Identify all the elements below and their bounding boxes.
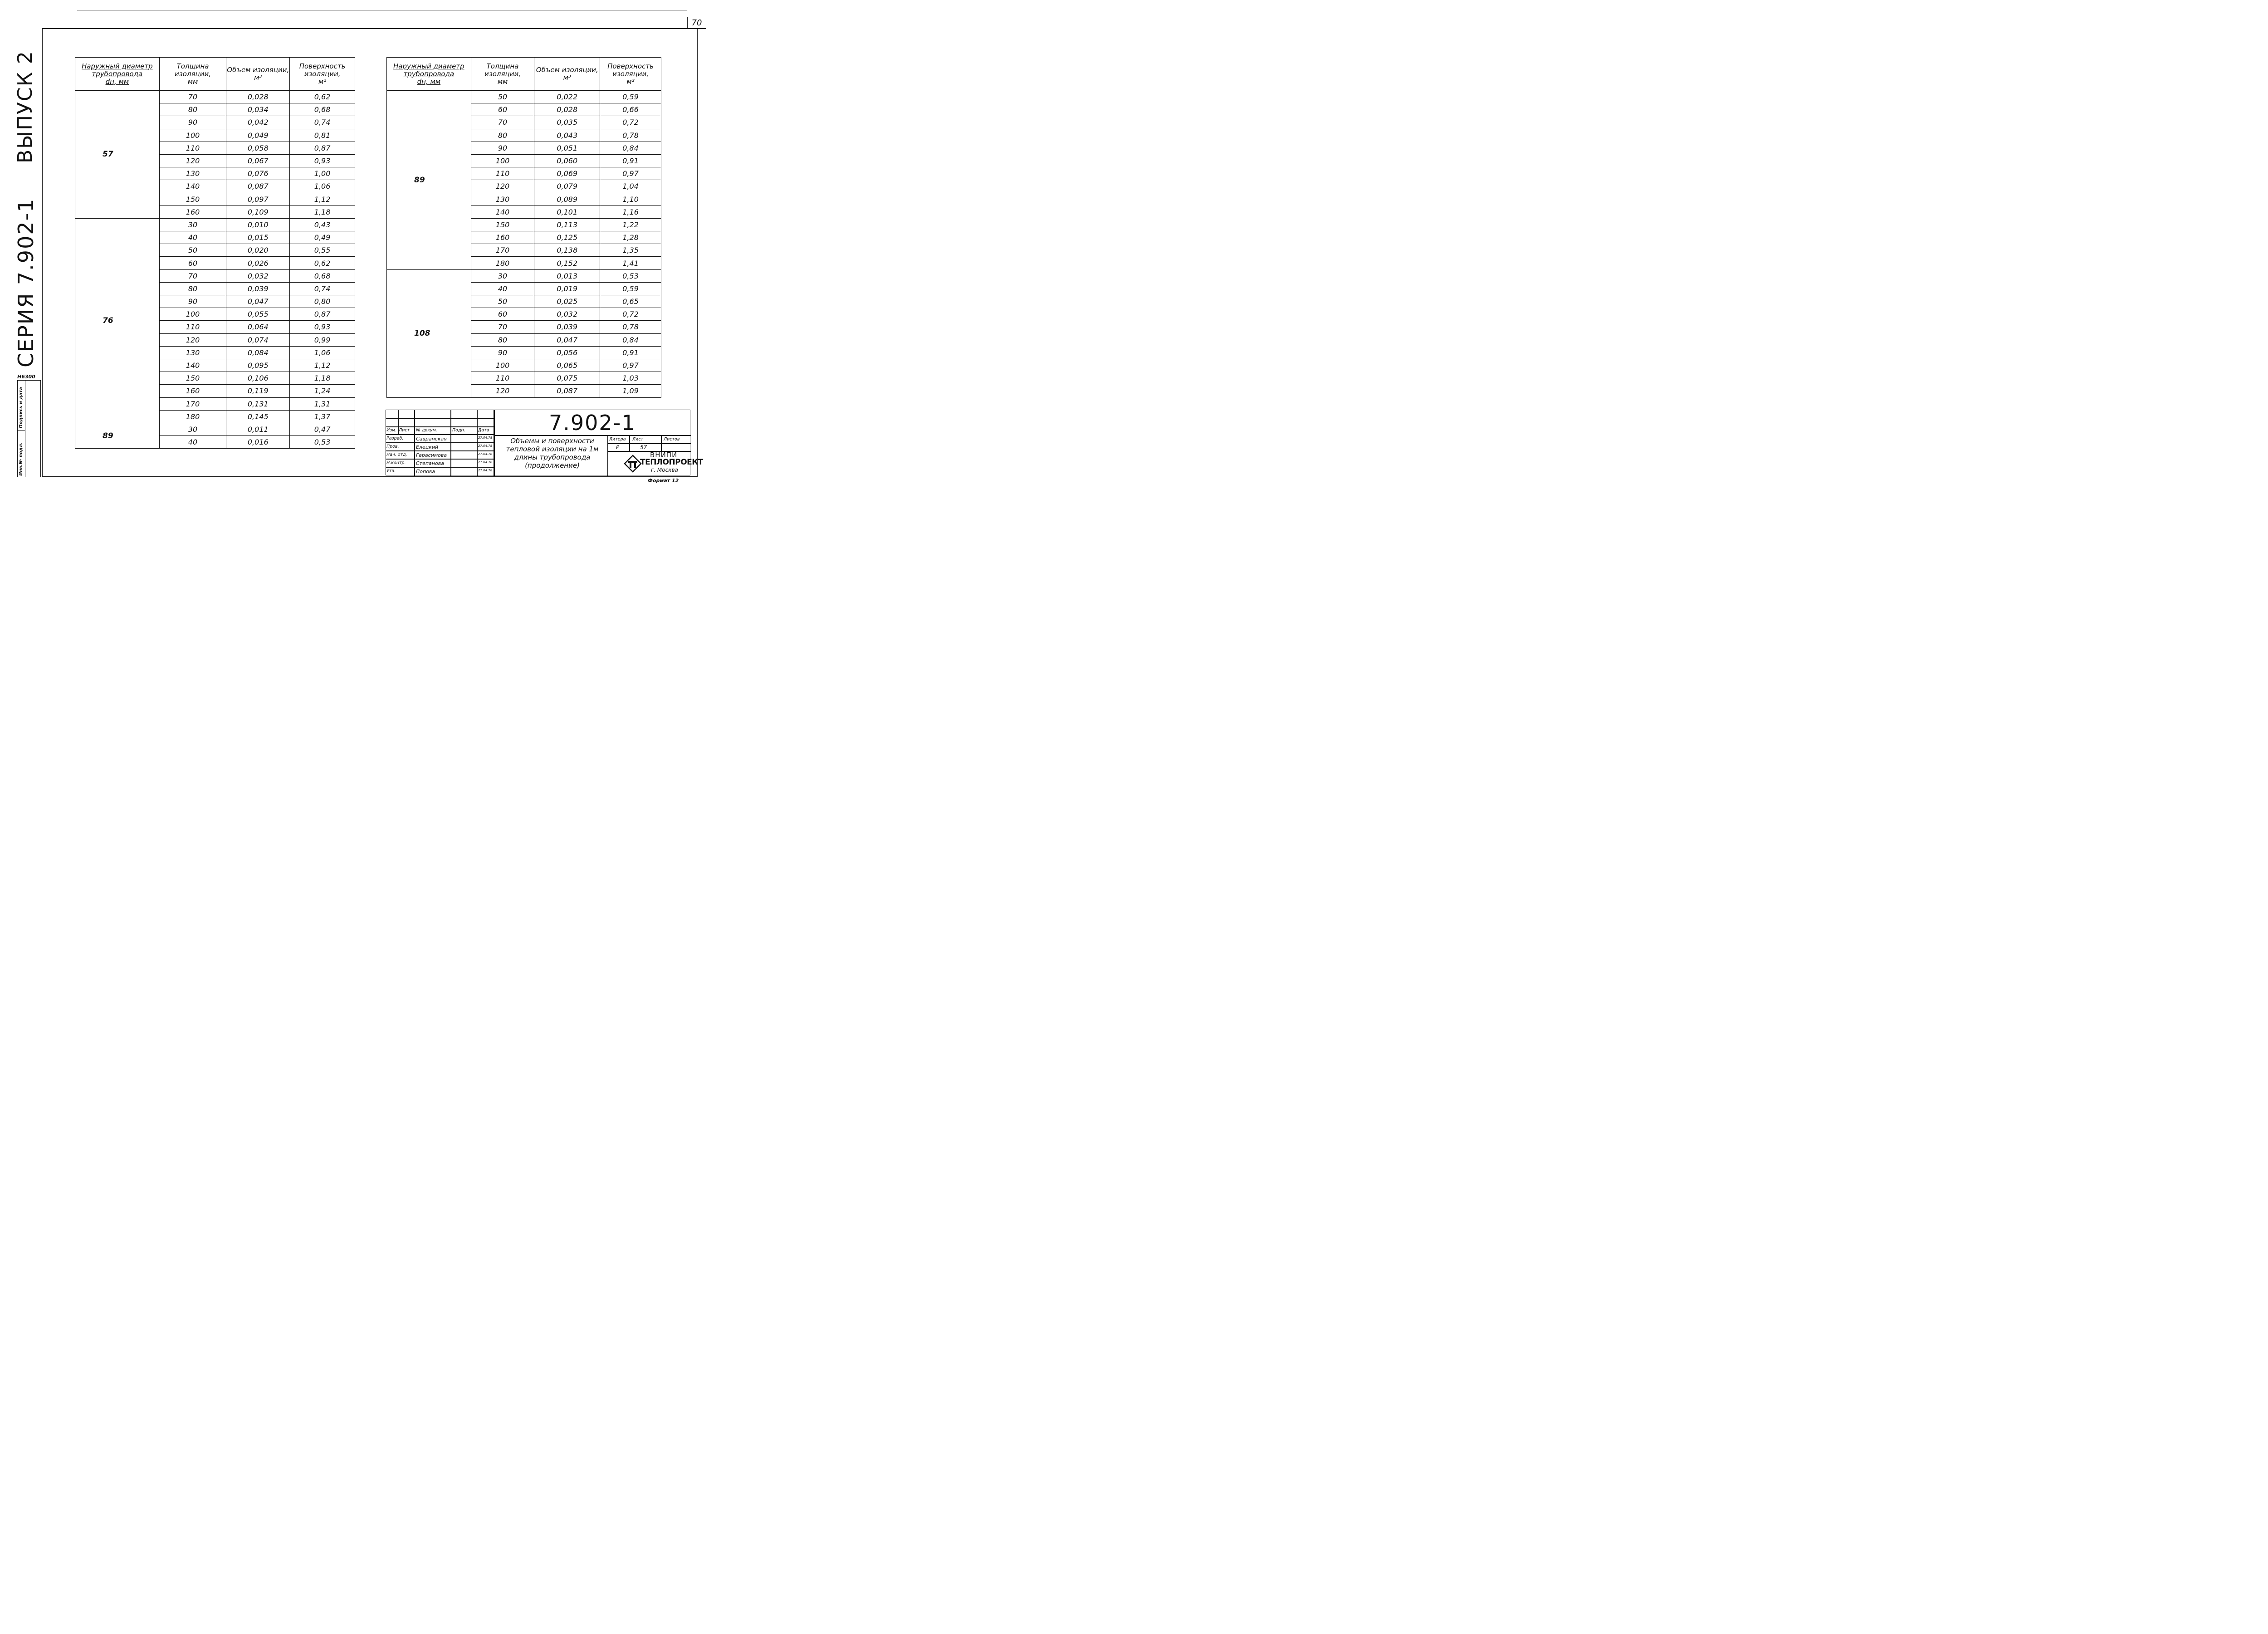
- thickness-cell: 120: [159, 333, 226, 346]
- thickness-cell: 90: [471, 142, 534, 154]
- thickness-cell: 160: [159, 205, 226, 218]
- thickness-cell: 170: [159, 397, 226, 410]
- surface-cell: 0,49: [290, 231, 355, 244]
- thickness-cell: 120: [471, 385, 534, 397]
- outer-diameter-cell: 76: [75, 218, 160, 423]
- col-header-volume: Объем изоляции, м³: [534, 58, 600, 91]
- col-header-thickness: Толщина изоляции, мм: [159, 58, 226, 91]
- volume-cell: 0,076: [226, 167, 290, 180]
- volume-cell: 0,032: [534, 308, 600, 321]
- volume-cell: 0,047: [534, 333, 600, 346]
- thickness-cell: 90: [159, 295, 226, 308]
- thickness-cell: 130: [471, 193, 534, 205]
- surface-cell: 0,87: [290, 142, 355, 154]
- issue-label: ВЫПУСК 2: [14, 50, 37, 163]
- volume-cell: 0,125: [534, 231, 600, 244]
- thickness-cell: 70: [471, 116, 534, 129]
- surface-cell: 0,74: [290, 282, 355, 295]
- thickness-cell: 120: [471, 180, 534, 193]
- thickness-cell: 30: [159, 423, 226, 435]
- surface-cell: 1,06: [290, 180, 355, 193]
- thickness-cell: 80: [159, 282, 226, 295]
- surface-cell: 1,00: [290, 167, 355, 180]
- surface-cell: 1,04: [600, 180, 661, 193]
- thickness-cell: 140: [159, 180, 226, 193]
- thickness-cell: 130: [159, 346, 226, 359]
- thickness-cell: 90: [159, 116, 226, 129]
- stamp-header-sheet: Лист: [399, 428, 410, 433]
- document-title: Объемы и поверхности тепловой изоляции на 1м длины трубопровода (продолжение): [506, 437, 599, 470]
- thickness-cell: 110: [159, 142, 226, 154]
- surface-cell: 0,53: [290, 436, 355, 449]
- thickness-cell: 50: [471, 295, 534, 308]
- table-row: [75, 218, 355, 231]
- col-header-volume: Объем изоляции, м³: [226, 58, 290, 91]
- volume-cell: 0,101: [534, 205, 600, 218]
- volume-cell: 0,064: [226, 321, 290, 333]
- volume-cell: 0,032: [226, 269, 290, 282]
- volume-cell: 0,039: [226, 282, 290, 295]
- document-designation: 7.902-1: [549, 411, 636, 435]
- outer-diameter-cell: 89: [75, 423, 160, 448]
- surface-cell: 1,24: [290, 385, 355, 397]
- thickness-cell: 60: [159, 257, 226, 269]
- surface-cell: 0,74: [290, 116, 355, 129]
- table-row: [387, 91, 661, 103]
- volume-cell: 0,087: [534, 385, 600, 397]
- volume-cell: 0,152: [534, 257, 600, 269]
- volume-cell: 0,145: [226, 410, 290, 423]
- volume-cell: 0,022: [534, 91, 600, 103]
- stamp-date: 27.04.78: [478, 452, 493, 456]
- thickness-cell: 80: [471, 129, 534, 142]
- volume-cell: 0,015: [226, 231, 290, 244]
- surface-cell: 0,81: [290, 129, 355, 142]
- thickness-cell: 50: [471, 91, 534, 103]
- thickness-cell: 70: [471, 321, 534, 333]
- stamp-date: 27.04.78: [478, 436, 493, 440]
- stamp-header-docnum: № докум.: [416, 428, 437, 433]
- stamp-sheet-label: Лист: [632, 437, 644, 442]
- thickness-cell: 50: [159, 244, 226, 257]
- thickness-cell: 120: [159, 154, 226, 167]
- surface-cell: 1,06: [290, 346, 355, 359]
- thickness-cell: 180: [159, 410, 226, 423]
- stamp-header-signature: Подп.: [452, 428, 465, 433]
- stamp-header-change: Изм.: [386, 428, 397, 433]
- surface-cell: 1,18: [290, 372, 355, 385]
- surface-cell: 0,62: [290, 257, 355, 269]
- stamp-header-date: Дата: [478, 428, 489, 433]
- surface-cell: 0,87: [290, 308, 355, 321]
- surface-cell: 0,84: [600, 142, 661, 154]
- volume-cell: 0,034: [226, 103, 290, 116]
- volume-cell: 0,097: [226, 193, 290, 205]
- surface-cell: 0,78: [600, 321, 661, 333]
- surface-cell: 0,72: [600, 116, 661, 129]
- volume-cell: 0,051: [534, 142, 600, 154]
- surface-cell: 1,12: [290, 359, 355, 372]
- org-name-line2: ТЕПЛОПРОЕКТ: [640, 458, 703, 467]
- surface-cell: 0,91: [600, 346, 661, 359]
- stamp-sheets-label: Листов: [664, 437, 680, 442]
- thickness-cell: 160: [471, 231, 534, 244]
- volume-cell: 0,131: [226, 397, 290, 410]
- thickness-cell: 150: [471, 218, 534, 231]
- surface-cell: 0,84: [600, 333, 661, 346]
- outer-diameter-cell: 89: [387, 91, 471, 270]
- volume-cell: 0,026: [226, 257, 290, 269]
- volume-cell: 0,020: [226, 244, 290, 257]
- volume-cell: 0,028: [534, 103, 600, 116]
- surface-cell: 1,35: [600, 244, 661, 257]
- surface-cell: 0,80: [290, 295, 355, 308]
- surface-cell: 1,09: [600, 385, 661, 397]
- surface-cell: 0,97: [600, 359, 661, 372]
- volume-cell: 0,047: [226, 295, 290, 308]
- thickness-cell: 130: [159, 167, 226, 180]
- volume-cell: 0,067: [226, 154, 290, 167]
- stamp-name: Герасимова: [416, 452, 447, 458]
- stamp-role: Пров.: [386, 444, 399, 449]
- volume-cell: 0,055: [226, 308, 290, 321]
- surface-cell: 1,12: [290, 193, 355, 205]
- organization-block: [624, 451, 703, 475]
- col-header-surface: Поверхность изоляции, м²: [600, 58, 661, 91]
- volume-cell: 0,106: [226, 372, 290, 385]
- surface-cell: 0,62: [290, 91, 355, 103]
- volume-cell: 0,069: [534, 167, 600, 180]
- thickness-cell: 40: [159, 436, 226, 449]
- thickness-cell: 100: [471, 154, 534, 167]
- thickness-cell: 150: [159, 193, 226, 205]
- thickness-cell: 150: [159, 372, 226, 385]
- surface-cell: 1,22: [600, 218, 661, 231]
- surface-cell: 1,31: [290, 397, 355, 410]
- surface-cell: 1,16: [600, 205, 661, 218]
- volume-cell: 0,013: [534, 269, 600, 282]
- thickness-cell: 40: [471, 282, 534, 295]
- page-number: 70: [687, 17, 706, 29]
- volume-cell: 0,095: [226, 359, 290, 372]
- volume-cell: 0,043: [534, 129, 600, 142]
- surface-cell: 1,18: [290, 205, 355, 218]
- sheet-format: Формат 12: [648, 478, 679, 484]
- thickness-cell: 70: [159, 269, 226, 282]
- right-insulation-table: [386, 57, 661, 398]
- thickness-cell: 30: [159, 218, 226, 231]
- stamp-date: 27.04.78: [478, 469, 493, 472]
- table-row: [75, 423, 355, 435]
- stamp-date: 27.04.78: [478, 444, 493, 448]
- stamp-role: Нач. отд.: [386, 452, 407, 457]
- surface-cell: 0,68: [290, 103, 355, 116]
- volume-cell: 0,049: [226, 129, 290, 142]
- volume-cell: 0,011: [226, 423, 290, 435]
- side-stamp-strip: [17, 380, 41, 477]
- stamp-litera-label: Литера: [609, 437, 626, 442]
- series-label: СЕРИЯ 7.902-1: [14, 198, 38, 367]
- surface-cell: 1,37: [290, 410, 355, 423]
- surface-cell: 0,65: [600, 295, 661, 308]
- stamp-name: Савранская: [416, 436, 447, 442]
- org-city: г. Москва: [651, 467, 678, 473]
- surface-cell: 0,55: [290, 244, 355, 257]
- volume-cell: 0,042: [226, 116, 290, 129]
- volume-cell: 0,060: [534, 154, 600, 167]
- stamp-sheet-value: 57: [640, 444, 647, 450]
- org-name-line1: ВНИПИ: [650, 451, 678, 459]
- inventory-code: Н6300: [17, 374, 35, 380]
- surface-cell: 1,41: [600, 257, 661, 269]
- volume-cell: 0,010: [226, 218, 290, 231]
- strip-label-inventory: Инв.№ подл.: [19, 442, 24, 476]
- volume-cell: 0,016: [226, 436, 290, 449]
- thickness-cell: 140: [471, 205, 534, 218]
- stamp-name: Попова: [416, 469, 435, 475]
- surface-cell: 0,59: [600, 282, 661, 295]
- stamp-role: Н.контр.: [386, 460, 406, 465]
- surface-cell: 0,97: [600, 167, 661, 180]
- volume-cell: 0,028: [226, 91, 290, 103]
- volume-cell: 0,065: [534, 359, 600, 372]
- thickness-cell: 100: [471, 359, 534, 372]
- strip-label-signature: Подпись и дата: [19, 387, 24, 428]
- volume-cell: 0,138: [534, 244, 600, 257]
- volume-cell: 0,084: [226, 346, 290, 359]
- volume-cell: 0,056: [534, 346, 600, 359]
- table-row: [75, 91, 355, 103]
- stamp-date: 27.04.78: [478, 460, 493, 464]
- col-header-diameter: Наружный диаметр трубопровода dн, мм: [387, 58, 471, 91]
- organization-logo-icon: [624, 455, 642, 473]
- surface-cell: 1,10: [600, 193, 661, 205]
- outer-diameter-cell: 57: [75, 91, 160, 219]
- thickness-cell: 110: [471, 167, 534, 180]
- stamp-litera-value: Р: [616, 444, 620, 450]
- volume-cell: 0,079: [534, 180, 600, 193]
- col-header-diameter: Наружный диаметр трубопровода dн, мм: [75, 58, 160, 91]
- volume-cell: 0,019: [534, 282, 600, 295]
- thickness-cell: 40: [159, 231, 226, 244]
- left-insulation-table: [75, 57, 355, 449]
- col-header-surface: Поверхность изоляции, м²: [290, 58, 355, 91]
- surface-cell: 0,93: [290, 321, 355, 333]
- thickness-cell: 180: [471, 257, 534, 269]
- volume-cell: 0,039: [534, 321, 600, 333]
- volume-cell: 0,025: [534, 295, 600, 308]
- volume-cell: 0,089: [534, 193, 600, 205]
- stamp-role: Разраб.: [386, 436, 404, 441]
- outer-diameter-cell: 108: [387, 269, 471, 397]
- surface-cell: 1,03: [600, 372, 661, 385]
- col-header-thickness: Толщина изоляции, мм: [471, 58, 534, 91]
- surface-cell: 0,93: [290, 154, 355, 167]
- thickness-cell: 90: [471, 346, 534, 359]
- volume-cell: 0,109: [226, 205, 290, 218]
- thickness-cell: 100: [159, 308, 226, 321]
- volume-cell: 0,074: [226, 333, 290, 346]
- surface-cell: 0,59: [600, 91, 661, 103]
- thickness-cell: 80: [471, 333, 534, 346]
- table-row: [387, 269, 661, 282]
- thickness-cell: 80: [159, 103, 226, 116]
- thickness-cell: 60: [471, 308, 534, 321]
- thickness-cell: 160: [159, 385, 226, 397]
- surface-cell: 0,68: [290, 269, 355, 282]
- volume-cell: 0,113: [534, 218, 600, 231]
- thickness-cell: 140: [159, 359, 226, 372]
- thickness-cell: 110: [159, 321, 226, 333]
- surface-cell: 0,72: [600, 308, 661, 321]
- thickness-cell: 100: [159, 129, 226, 142]
- volume-cell: 0,075: [534, 372, 600, 385]
- volume-cell: 0,119: [226, 385, 290, 397]
- surface-cell: 0,53: [600, 269, 661, 282]
- thickness-cell: 30: [471, 269, 534, 282]
- surface-cell: 1,28: [600, 231, 661, 244]
- surface-cell: 0,99: [290, 333, 355, 346]
- surface-cell: 0,47: [290, 423, 355, 435]
- surface-cell: 0,78: [600, 129, 661, 142]
- volume-cell: 0,087: [226, 180, 290, 193]
- volume-cell: 0,058: [226, 142, 290, 154]
- surface-cell: 0,43: [290, 218, 355, 231]
- thickness-cell: 110: [471, 372, 534, 385]
- stamp-name: Степанова: [416, 460, 444, 466]
- thickness-cell: 170: [471, 244, 534, 257]
- surface-cell: 0,91: [600, 154, 661, 167]
- thickness-cell: 60: [471, 103, 534, 116]
- stamp-name: Елецкий: [416, 444, 439, 450]
- thickness-cell: 70: [159, 91, 226, 103]
- stamp-role: Утв.: [386, 469, 396, 474]
- surface-cell: 0,66: [600, 103, 661, 116]
- volume-cell: 0,035: [534, 116, 600, 129]
